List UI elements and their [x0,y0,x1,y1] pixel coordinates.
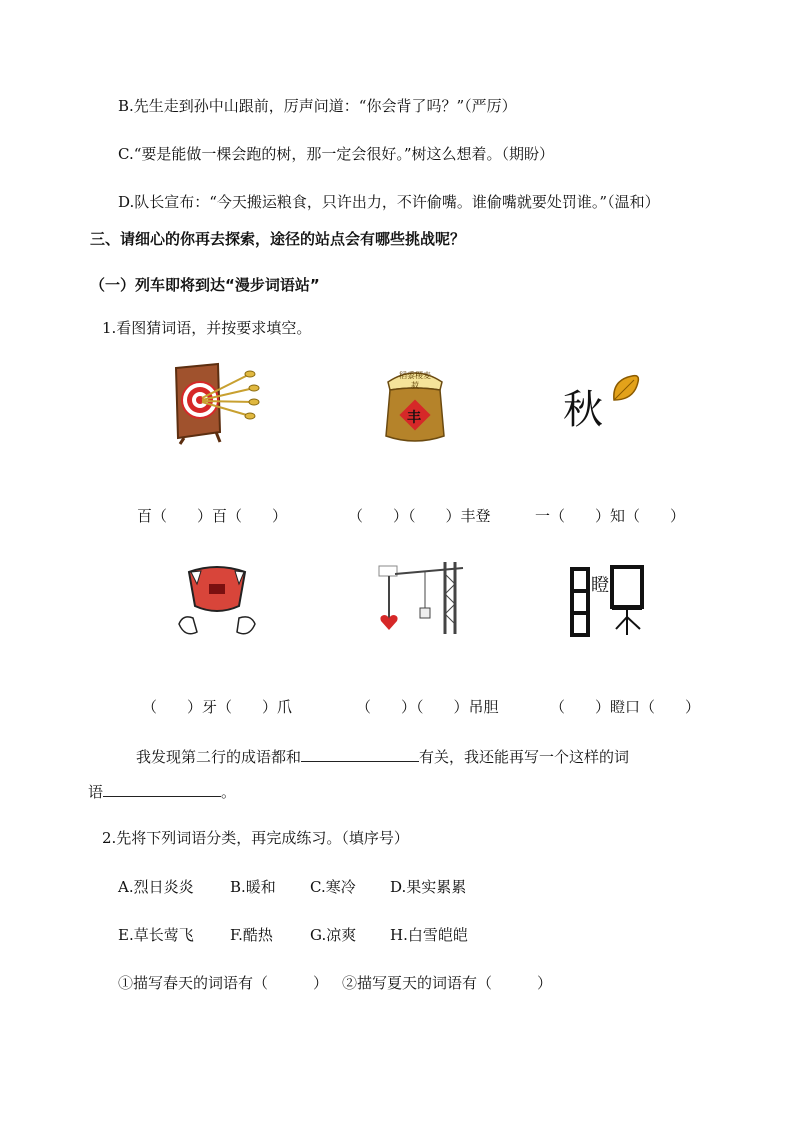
word-d: D.果实累累 [390,878,467,896]
discovery-text-1: 我发现第二行的成语都和 [136,748,302,766]
word-b: B.暖和 [230,878,276,896]
word-h: H.白雪皑皑 [390,926,468,944]
q1-prompt: 1.看图猜词语，并按要求填空。 [102,319,312,337]
idiom-3: 一（ ）知（ ） [535,507,686,525]
word-e: E.草长莺飞 [118,926,194,944]
crane-heart-icon [375,558,475,638]
autumn-char: 秋 [563,387,603,433]
q2-prompt: 2.先将下列词语分类，再完成练习。（填序号） [102,829,409,847]
option-c: C.“要是能做一棵会跑的树，那一定会很好。”树这么想着。（期盼） [118,145,555,163]
option-b: B.先生走到孙中山跟前，厉声问道：“你会背了吗？”（严厉） [118,97,517,115]
discovery-line-1 [136,745,629,767]
fill-spring[interactable]: ①描写春天的词语有（ ） [118,974,329,992]
word-g: G.凉爽 [310,926,357,944]
idiom-5: （ ）（ ）吊胆 [356,698,499,716]
eye-radical-icon [570,565,650,640]
word-c: C.寒冷 [310,878,356,896]
sack-char: 丰 [407,410,421,426]
discovery-line-2 [88,780,236,802]
section-title: 三、请细心的你再去探索，途径的站点会有哪些挑战呢？ [90,230,466,248]
discovery-text-2: 有关，我还能再写一个这样的词 [419,748,630,766]
idiom-4: （ ）牙（ ）爪 [142,698,293,716]
word-f: F.酷热 [230,926,273,944]
eye-char: 瞪 [591,575,609,596]
idiom-6: （ ）瞪口（ ） [550,698,701,716]
idiom-2: （ ）（ ）丰登 [348,507,491,525]
discovery-end: 。 [221,783,237,801]
discovery-text-3: 语 [88,783,104,801]
idiom-1: 百（ ）百（ ） [137,507,288,525]
word-a: A.烈日炎炎 [118,878,194,896]
leaf-icon [610,372,642,404]
answer-blank-2[interactable] [103,780,221,797]
fangs-claws-icon [175,562,260,642]
target-arrows-icon [170,360,260,445]
option-d: D.队长宣布：“今天搬运粮食，只许出力，不许偷嘴。谁偷嘴就要处罚谁。”（温和） [118,193,660,211]
answer-blank-1[interactable] [301,745,419,762]
sack-label: 稻黍稷麦菽 [399,371,431,390]
subsection-title: （一）列车即将到达“漫步词语站” [90,276,320,294]
fill-summer[interactable]: ②描写夏天的词语有（ ） [342,974,553,992]
